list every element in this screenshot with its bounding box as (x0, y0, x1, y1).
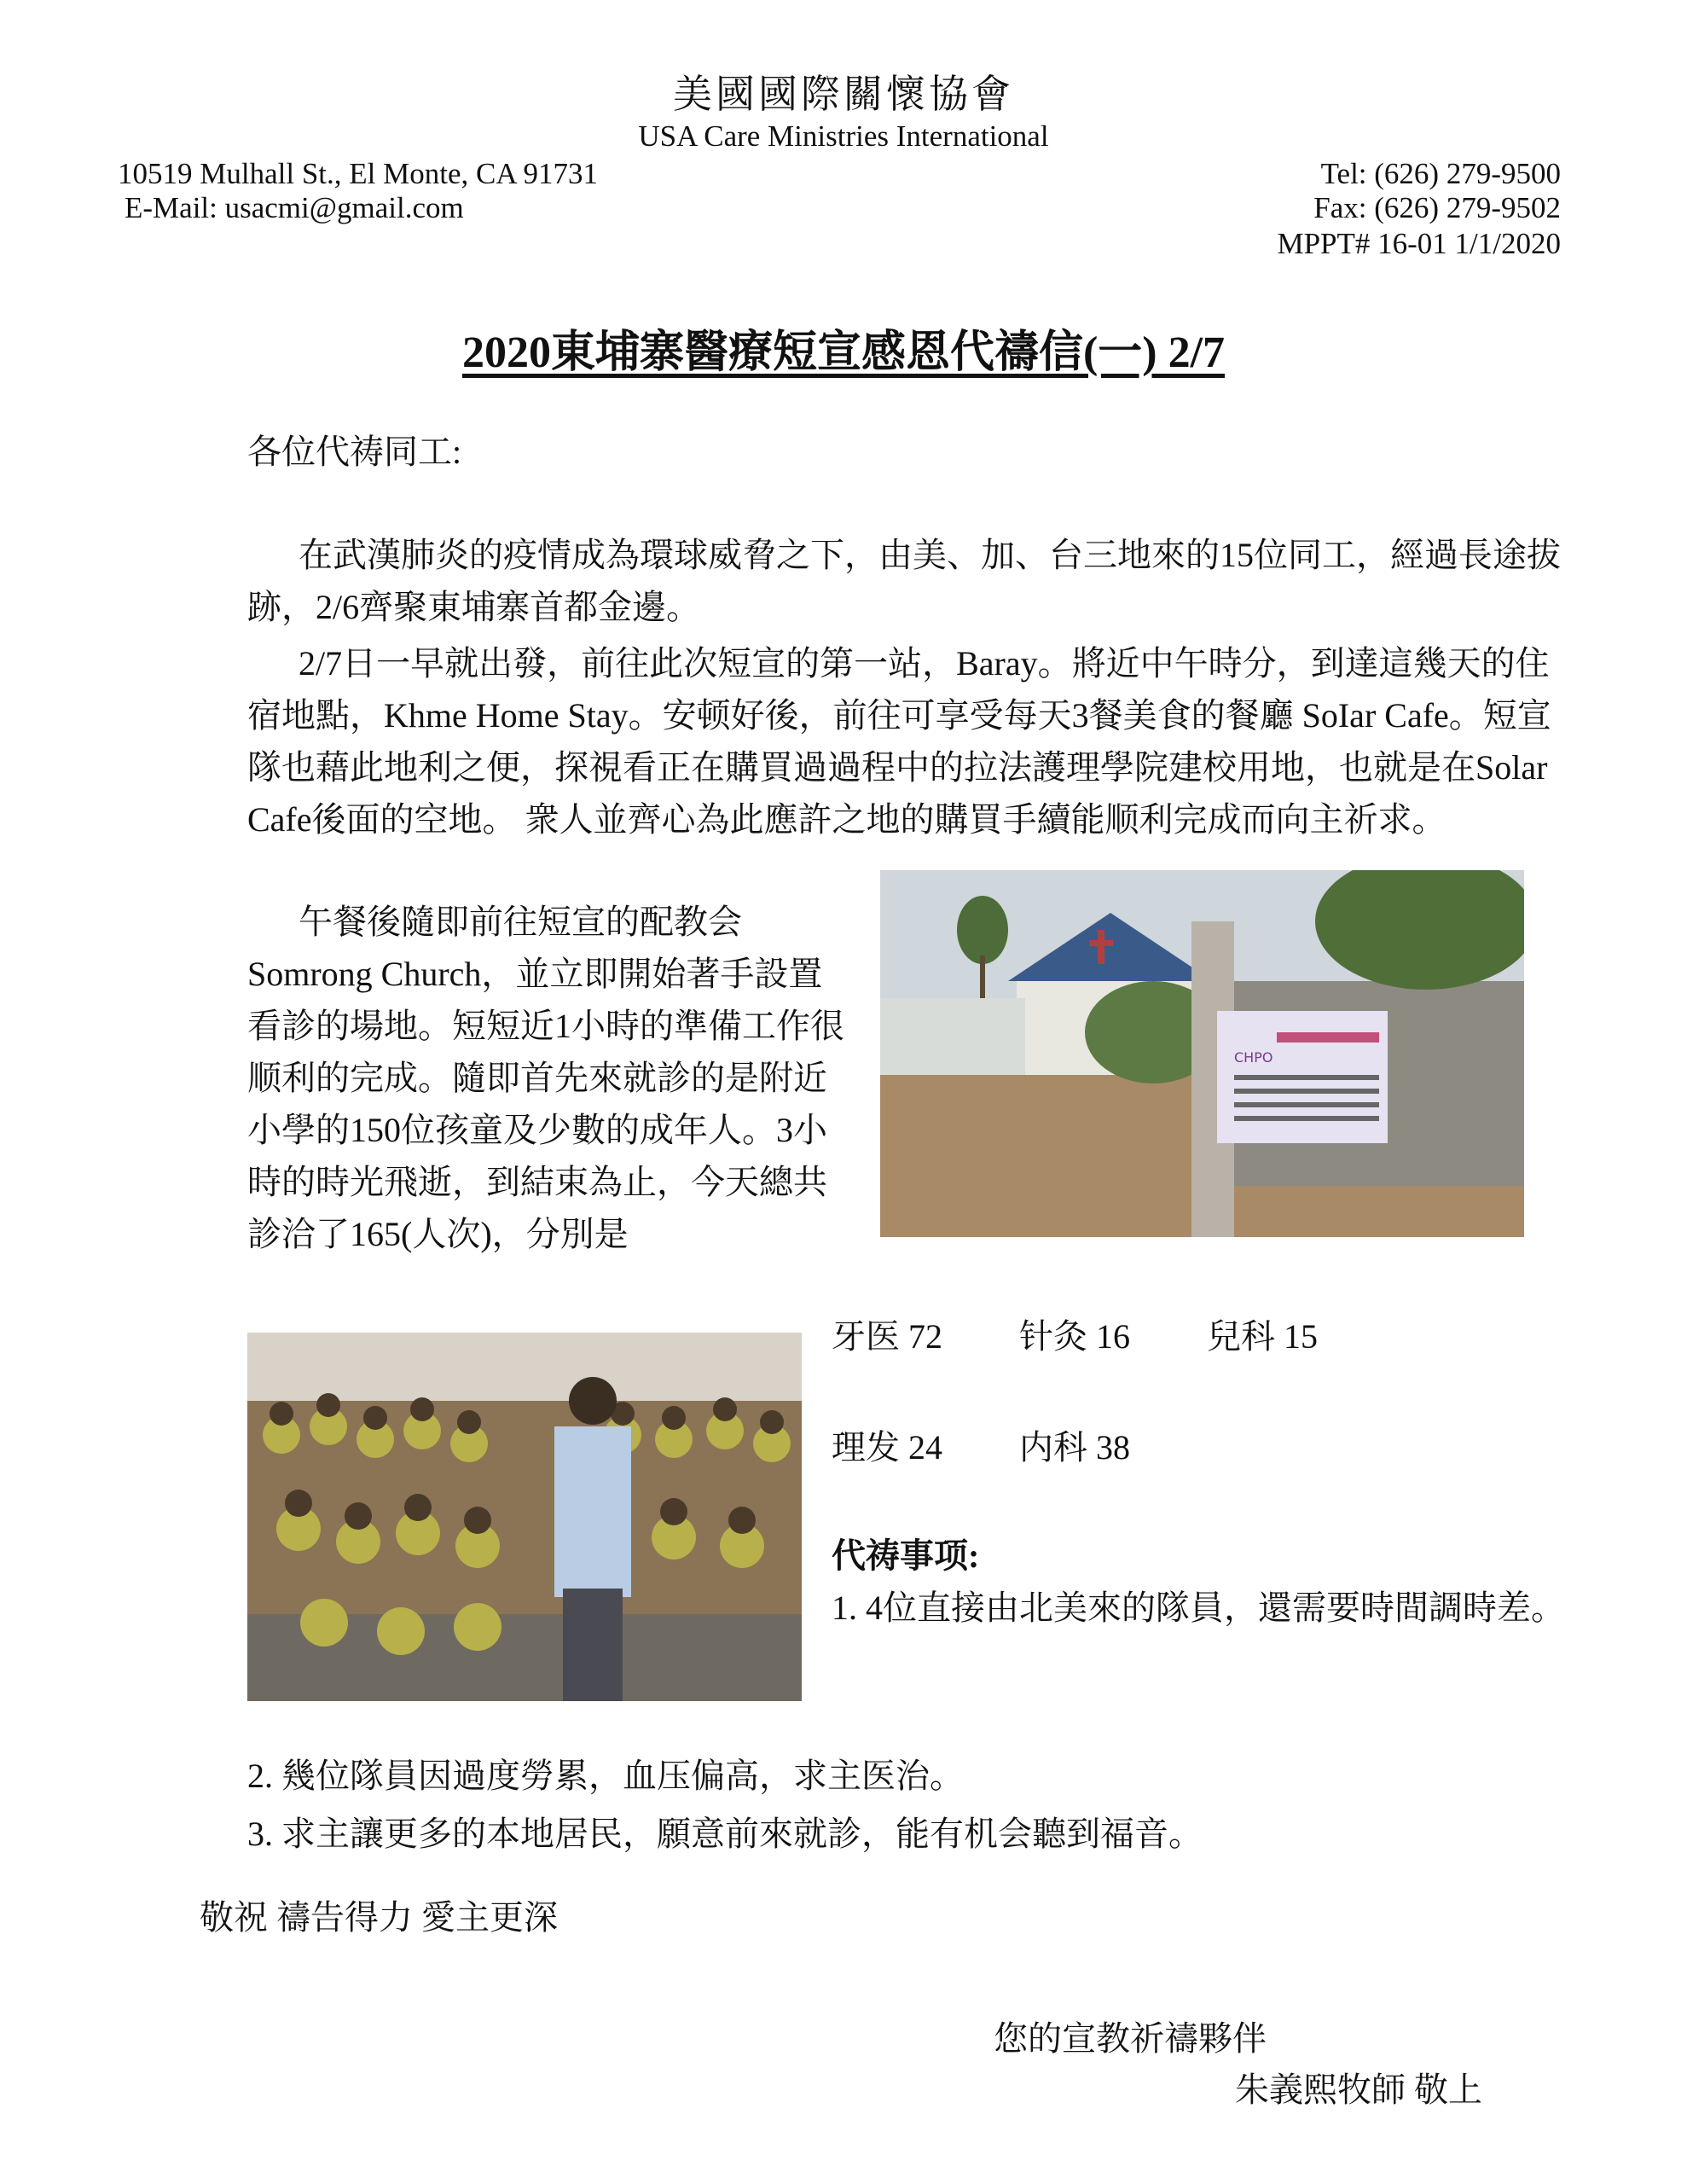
org-name-english: USA Care Ministries International (638, 119, 1049, 153)
stats-row-1 (832, 1310, 1386, 1358)
fax: Fax: (626) 279-9502 (1313, 191, 1561, 224)
church-photo (880, 870, 1524, 1237)
org-name-chinese: 美國國際關懷協會 (673, 73, 1014, 116)
telephone: Tel: (626) 279-9500 (1320, 157, 1561, 190)
letter-title-text: 2020東埔寨醫療短宣感恩代禱信(一) 2/7 (461, 328, 1226, 377)
letter-title (0, 316, 1687, 380)
stat-haircut: 理发 24 (832, 1428, 942, 1467)
church-photo-image (880, 870, 1524, 1237)
banner-text: CHPO (1234, 1049, 1273, 1066)
stat-internal-medicine: 内科 38 (1019, 1428, 1130, 1467)
mppt-number: MPPT# 16-01 1/1/2020 (1277, 227, 1561, 260)
stat-dental: 牙医 72 (832, 1317, 942, 1356)
email: E-Mail: usacmi@gmail.com (125, 191, 464, 224)
stats-row-2 (832, 1420, 1198, 1469)
closing-blessing: 敬祝 禱告得力 愛主更深 (200, 1898, 558, 1937)
prayer-item-2: 2. 幾位隊員因過度勞累，血压偏高，求主医治。 (247, 1757, 964, 1795)
stat-pediatrics: 兒科 15 (1207, 1317, 1318, 1356)
greeting: 各位代祷同工: (247, 433, 462, 471)
signature-line-2: 朱義熙牧師 敬上 (1235, 2071, 1482, 2109)
prayer-item-3: 3. 求主讓更多的本地居民，願意前來就診，能有机会聽到福音。 (247, 1815, 1203, 1853)
signature-line-1: 您的宣教祈禱夥伴 (994, 2019, 1267, 2058)
paragraph-1: 在武漢肺炎的疫情成為環球威脅之下，由美、加、台三地來的15位同工，經過長途拔跡，2/6齊聚東埔寨首都金邊。 (247, 536, 1561, 626)
prayer-heading: 代祷事项: (832, 1536, 980, 1575)
children-photo-image (247, 1333, 802, 1701)
address: 10519 Mulhall St., El Monte, CA 91731 (118, 157, 598, 190)
stat-acupuncture: 针灸 16 (1019, 1317, 1130, 1356)
children-photo (247, 1333, 802, 1701)
prayer-item-1: 1. 4位直接由北美來的隊員，還需要時間調時差。 (832, 1589, 1565, 1627)
paragraph-3: 午餐後隨即前往短宣的配教会Somrong Church，並立即開始著手設置看診的場地。短短近1小時的準備工作很顺利的完成。隨即首先來就診的是附近小學的150位孩童及少數的成年人。3小時的時光飛逝，到結束為止，今天總共診洽了165(人次)，分別是 (247, 903, 844, 1253)
paragraph-2: 2/7日一早就出發，前往此次短宣的第一站，Baray。將近中午時分，到達這幾天的住宿地點，Khme Home Stay。安顿好後，前往可享受每天3餐美食的餐廳 SoIar Cafe。短宣隊也藉此地利之便，探視看正在購買過過程中的拉法護理學院建校用地，也就是在Solar Cafe後面的空地。 衆人並齊心為此應許之地的購買手續能顺利完成而向主祈求。 (247, 644, 1551, 839)
